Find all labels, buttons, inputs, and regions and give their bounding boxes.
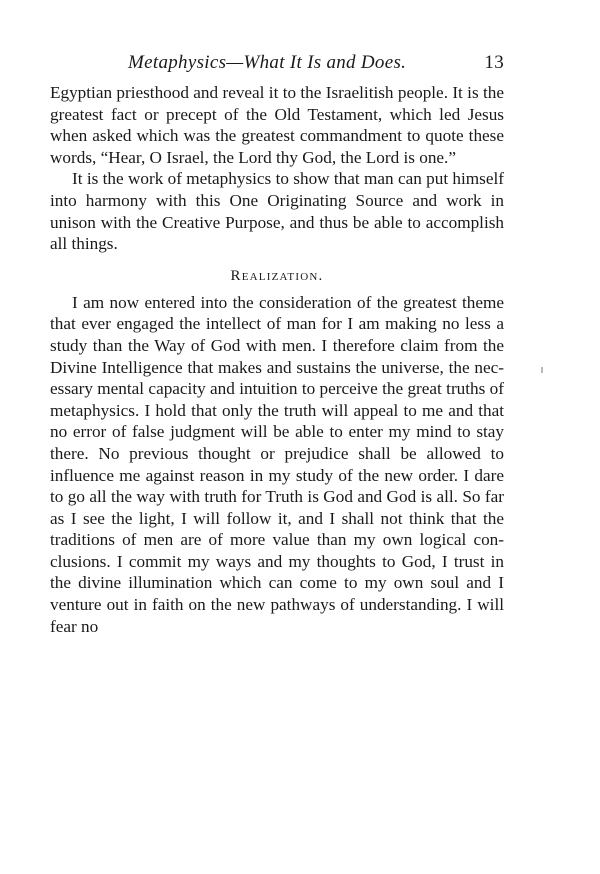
section-heading: Realization. [230, 267, 324, 284]
paragraph-metaphysics-work: It is the work of metaphysics to show that man can put himself into harmony with this One Originating Source and work in unison with the Creative Purpose, and thus be able to accomplish all things. [50, 169, 504, 254]
body-text [50, 82, 504, 637]
page-number: 13 [484, 52, 504, 73]
running-title: Metaphysics—What It Is and Does. [128, 52, 407, 73]
paragraph-continued: Egyptian priesthood and reveal it to the Israelitish people. It is the greatest fact or precept of the Old Testament, which led Jesus when asked which was the greatest commandment to quote these words, “Hear, O Israel, the Lord thy God, the Lord is one.” [50, 83, 504, 167]
paragraph-realization: I am now entered into the consideration of the greatest theme that ever engaged the intellect of man for I am making no less a study than the Way of God with men. I therefore claim from the Divine Intelligence that makes and sustains the universe, the necessary mental capacity and intuition to perceive the great truths of metaphysics. I hold that only the truth will appeal to me and that no error of false judgment will be able to enter my mind to stay there. No previous thought or prejudice shall be allowed to influence me against reason in my study of the new order. I dare to go all the way with truth for Truth is God and God is all. So far as I see the light, I will follow it, and I shall not think that the traditions of men are of more value than my own logical conclusions. I commit my ways and my thoughts to God, I trust in the divine illumination which can come to my own soul and I venture out in faith on the new pathways of understanding. I will fear no [50, 292, 504, 636]
running-header [50, 48, 504, 82]
book-page [50, 48, 504, 637]
margin-mark [541, 367, 543, 373]
